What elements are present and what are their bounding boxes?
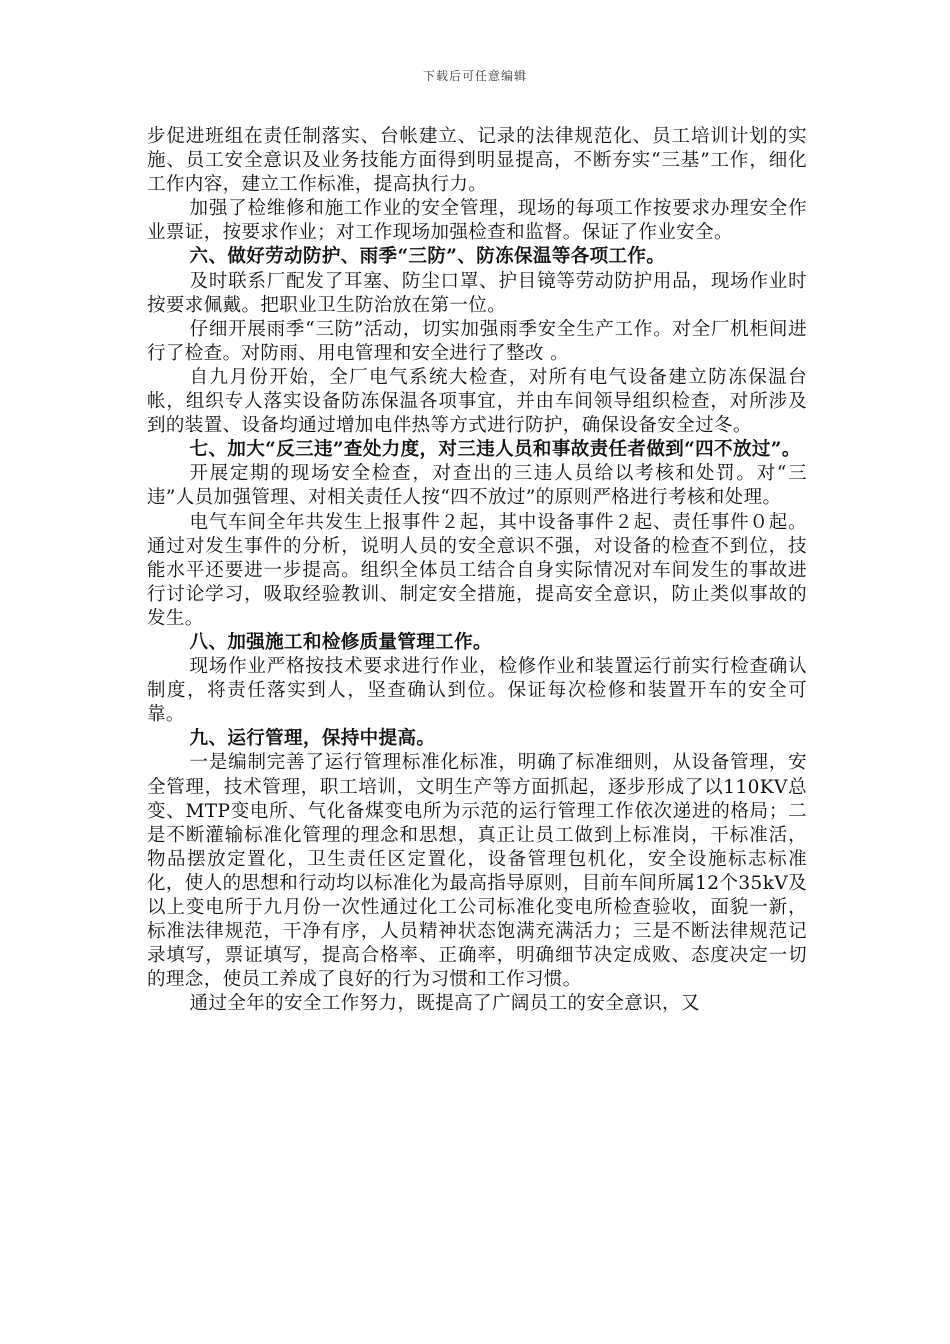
- paragraph: 及时联系厂配发了耳塞、防尘口罩、护目镜等劳动防护用品，现场作业时按要求佩戴。把职业卫生防治放在第一位。: [147, 270, 807, 316]
- paragraph: 现场作业严格按技术要求进行作业，检修作业和装置运行前实行检查确认制度，将责任落实到人，坚查确认到位。保证每次检修和装置开车的安全可靠。: [147, 656, 807, 726]
- paragraph: 自九月份开始，全厂电气系统大检查，对所有电气设备建立防冻保温台帐，组织专人落实设备防冻保温各项事宜，并由车间领导组织检查，对所涉及到的装置、设备均通过增加电伴热等方式进行防护，确保设备安全过冬。: [147, 366, 807, 437]
- paragraph: 电气车间全年共发生上报事件２起，其中设备事件２起、责任事件０起。通过对发生事件的分析，说明人员的安全意识不强，对设备的检查不到位，技能水平还要进一步提高。组织全体员工结合自身实际情况对车间发生的事故进行讨论学习，吸取经验教训、制定安全措施，提高安全意识，防止类似事故的发生。: [147, 511, 807, 629]
- paragraph: 一是编制完善了运行管理标准化标准，明确了标准细则，从设备管理，安全管理，技术管理，职工培训，文明生产等方面抓起，逐步形成了以110KV总变、MTP变电所、气化备煤变电所为示范的运行管理工作依次递进的格局；二是不断灌输标准化管理的理念和思想，真正让员工做到上标准岗，干标准活，物品摆放定置化，卫生责任区定置化，设备管理包机化，安全设施标志标准化，使人的思想和行动均以标准化为最高指导原则，目前车间所属12个35kV及以上变电所于九月份一次性通过化工公司标准化变电所检查验收，面貌一新，标准法律规范，干净有序，人员精神状态饱满充满活力；三是不断法律规范记录填写，票证填写，提高合格率、正确率，明确细节决定成败、态度决定一切的理念，使员工养成了良好的行为习惯和工作习惯。: [147, 752, 807, 991]
- section-heading: 七、加大“反三违”查处力度，对三违人员和事故责任者做到“四不放过”。: [189, 439, 801, 461]
- section-heading: 八、加强施工和检修质量管理工作。: [189, 631, 492, 653]
- document-body: [147, 125, 807, 1016]
- paragraph: 加强了检维修和施工作业的安全管理，现场的每项工作按要求办理安全作业票证，按要求作业；对工作现场加强检查和监督。保证了作业安全。: [147, 198, 807, 244]
- paragraph: 开展定期的现场安全检查，对查出的三违人员给以考核和处罚。对“三违”人员加强管理、对相关责任人按“四不放过”的原则严格进行考核和处理。: [147, 463, 807, 509]
- header-note: 下载后可任意编辑: [422, 69, 527, 83]
- paragraph: 通过全年的安全工作努力，既提高了广阔员工的安全意识，又: [189, 993, 700, 1015]
- paragraph: 步促进班组在责任制落实、台帐建立、记录的法律规范化、员工培训计划的实施、员工安全意识及业务技能方面得到明显提高，不断夯实“三基”工作，细化工作内容，建立工作标准，提高执行力。: [147, 126, 807, 196]
- section-heading: 六、做好劳动防护、雨季“三防”、防冻保温等各项工作。: [189, 246, 666, 268]
- paragraph: 仔细开展雨季“三防”活动，切实加强雨季安全生产工作。对全厂机柜间进行了检查。对防雨、用电管理和安全进行了整改 。: [147, 318, 807, 364]
- section-heading: 九、运行管理，保持中提高。: [189, 728, 436, 750]
